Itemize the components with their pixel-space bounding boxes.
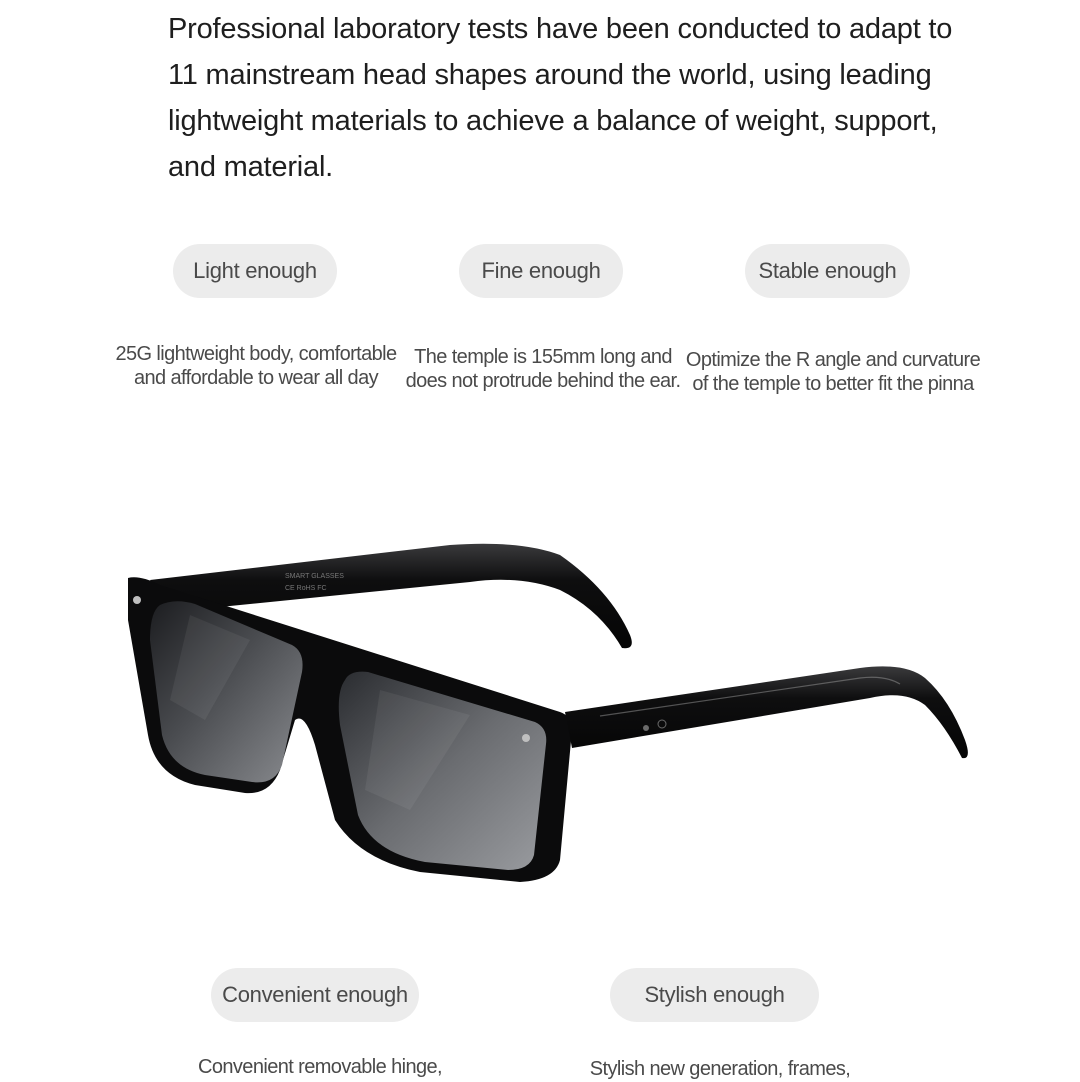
hinge-rivet-left bbox=[133, 596, 141, 604]
smart-glasses-illustration bbox=[0, 500, 1080, 920]
feature-desc-fine: The temple is 155mm long and does not protrude behind the ear. bbox=[405, 346, 681, 392]
feature-desc-stylish: Stylish new generation, frames, bbox=[589, 1058, 851, 1080]
feature-pill-stable: Stable enough bbox=[745, 244, 910, 298]
feature-pill-light: Light enough bbox=[173, 244, 337, 298]
feature-pill-fine: Fine enough bbox=[459, 244, 623, 298]
temple-print-text: SMART GLASSES bbox=[285, 573, 344, 580]
intro-paragraph: Professional laboratory tests have been conducted to adapt to 11 mainstream head shapes around the world, using leading lightweight materials to achieve a balance of weight, support, and material. bbox=[168, 13, 953, 183]
feature-desc-convenient: Convenient removable hinge, bbox=[198, 1056, 442, 1078]
touch-sensor-icon bbox=[643, 725, 649, 731]
feature-pill-convenient: Convenient enough bbox=[211, 968, 419, 1022]
hinge-rivet-right bbox=[522, 734, 530, 742]
feature-desc-stable: Optimize the R angle and curvature of the temple to better fit the pinna bbox=[685, 349, 981, 395]
feature-pill-stylish: Stylish enough bbox=[610, 968, 819, 1022]
temple-cert-text: CE RoHS FC bbox=[285, 585, 327, 592]
feature-desc-light: 25G lightweight body, comfortable and affordable to wear all day bbox=[115, 343, 397, 389]
